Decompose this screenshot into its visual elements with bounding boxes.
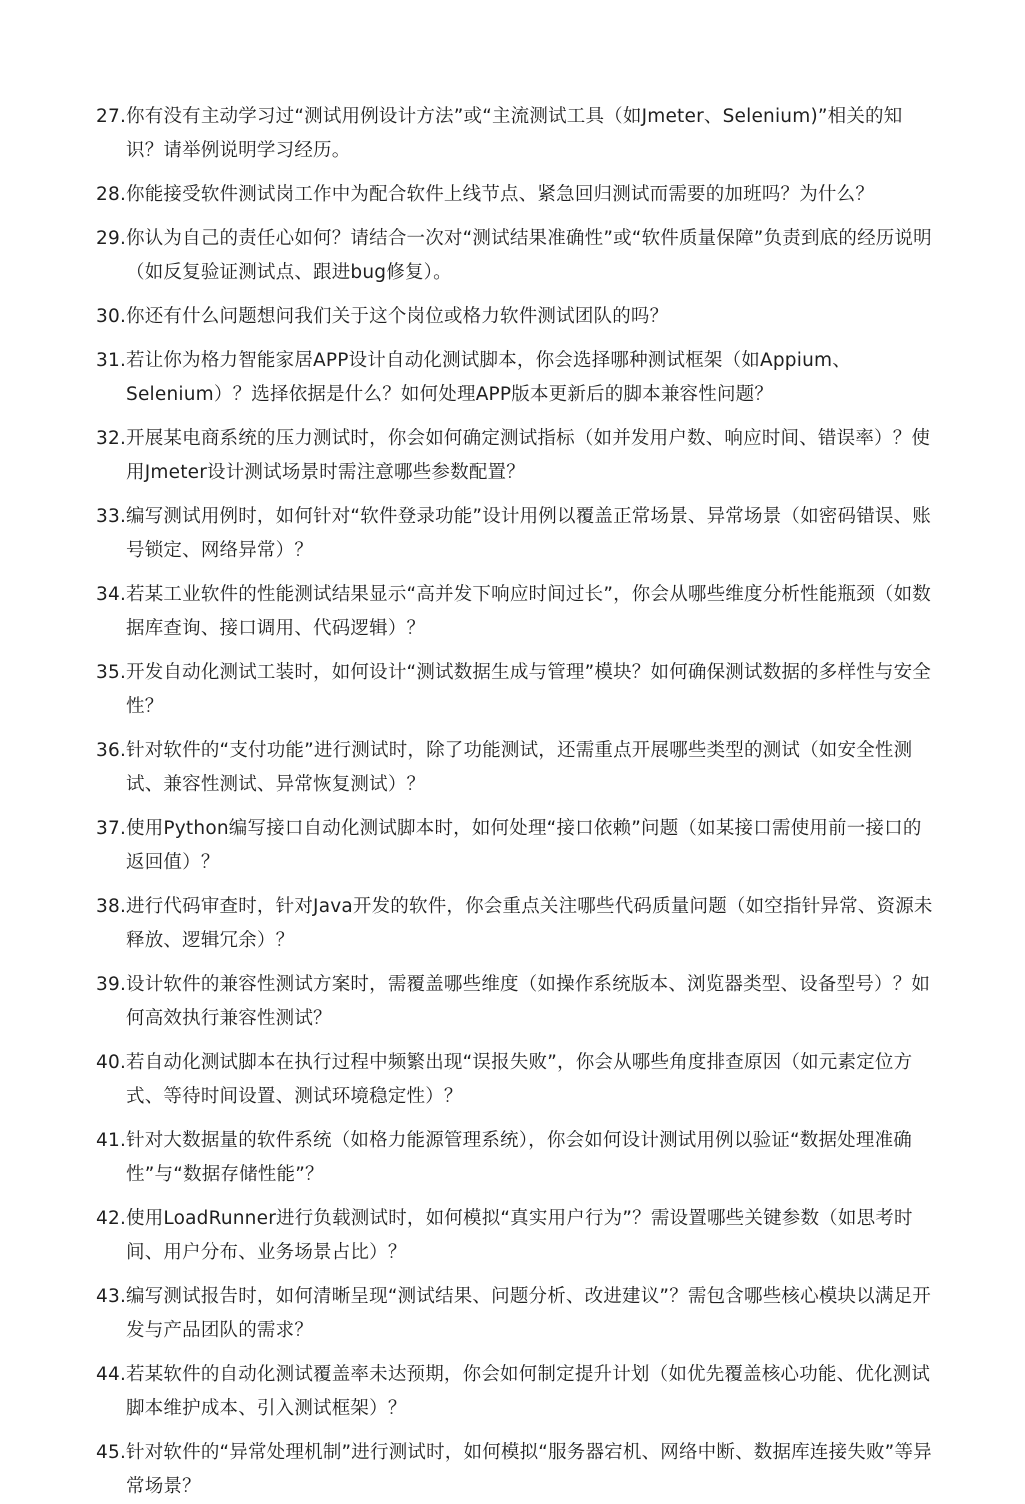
question-text: 针对软件的“支付功能”进行测试时，除了功能测试，还需重点开展哪些类型的测试（如安全性测试、兼容性测试、异常恢复测试）？ — [126, 740, 913, 795]
question-number: 41. — [96, 1130, 127, 1151]
question-item — [96, 1280, 935, 1348]
question-text: 若自动化测试脚本在执行过程中频繁出现“误报失败”，你会从哪些角度排查原因（如元素定位方式、等待时间设置、测试环境稳定性）？ — [126, 1052, 913, 1107]
question-item — [96, 500, 935, 568]
question-text: 你能接受软件测试岗工作中为配合软件上线节点、紧急回归测试而需要的加班吗？为什么？ — [126, 184, 875, 205]
question-item — [96, 1046, 935, 1114]
question-item — [96, 578, 935, 646]
question-text: 若让你为格力智能家居APP设计自动化测试脚本，你会选择哪种测试框架（如Appium、Selenium）？选择依据是什么？如何处理APP版本更新后的脚本兼容性问题？ — [126, 350, 851, 405]
question-item — [96, 812, 935, 880]
question-text: 你还有什么问题想问我们关于这个岗位或格力软件测试团队的吗？ — [126, 306, 669, 327]
question-text: 开发自动化测试工装时，如何设计“测试数据生成与管理”模块？如何确保测试数据的多样性与安全性？ — [126, 662, 932, 717]
question-item — [96, 222, 935, 290]
question-number: 36. — [96, 740, 127, 761]
question-text: 若某工业软件的性能测试结果显示“高并发下响应时间过长”，你会从哪些维度分析性能瓶颈（如数据库查询、接口调用、代码逻辑）？ — [126, 584, 932, 639]
question-item — [96, 968, 935, 1036]
question-text: 进行代码审查时，针对Java开发的软件，你会重点关注哪些代码质量问题（如空指针异常、资源未释放、逻辑冗余）？ — [126, 896, 933, 951]
question-number: 31. — [96, 350, 127, 371]
question-item — [96, 300, 935, 334]
question-number: 34. — [96, 584, 127, 605]
question-text: 若某软件的自动化测试覆盖率未达预期，你会如何制定提升计划（如优先覆盖核心功能、优化测试脚本维护成本、引入测试框架）？ — [126, 1364, 931, 1419]
question-number: 38. — [96, 896, 127, 917]
question-number: 45. — [96, 1442, 127, 1463]
question-text: 你认为自己的责任心如何？请结合一次对“测试结果准确性”或“软件质量保障”负责到底的经历说明（如反复验证测试点、跟进bug修复）。 — [126, 228, 932, 283]
question-text: 使用LoadRunner进行负载测试时，如何模拟“真实用户行为”？需设置哪些关键参数（如思考时间、用户分布、业务场景占比）？ — [126, 1208, 913, 1263]
question-text: 开展某电商系统的压力测试时，你会如何确定测试指标（如并发用户数、响应时间、错误率）？使用Jmeter设计测试场景时需注意哪些参数配置？ — [126, 428, 931, 483]
question-number: 28. — [96, 184, 127, 205]
question-text: 使用Python编写接口自动化测试脚本时，如何处理“接口依赖”问题（如某接口需使用前一接口的返回值）？ — [126, 818, 922, 873]
question-number: 29. — [96, 228, 127, 249]
question-item — [96, 1202, 935, 1270]
question-text: 设计软件的兼容性测试方案时，需覆盖哪些维度（如操作系统版本、浏览器类型、设备型号）？如何高效执行兼容性测试？ — [126, 974, 931, 1029]
question-number: 35. — [96, 662, 127, 683]
question-item — [96, 890, 935, 958]
question-item — [96, 344, 935, 412]
question-number: 30. — [96, 306, 127, 327]
question-item — [96, 734, 935, 802]
question-number: 37. — [96, 818, 127, 839]
question-number: 43. — [96, 1286, 127, 1307]
question-item — [96, 1436, 935, 1504]
question-number: 27. — [96, 106, 127, 127]
question-item — [96, 178, 935, 212]
question-item — [96, 1358, 935, 1426]
question-item — [96, 1124, 935, 1192]
question-text: 针对软件的“异常处理机制”进行测试时，如何模拟“服务器宕机、网络中断、数据库连接失败”等异常场景？ — [126, 1442, 932, 1497]
question-text: 编写测试报告时，如何清晰呈现“测试结果、问题分析、改进建议”？需包含哪些核心模块以满足开发与产品团队的需求？ — [126, 1286, 932, 1341]
question-number: 42. — [96, 1208, 127, 1229]
question-number: 44. — [96, 1364, 127, 1385]
question-number: 39. — [96, 974, 127, 995]
question-number: 33. — [96, 506, 127, 527]
question-item — [96, 656, 935, 724]
question-item — [96, 422, 935, 490]
question-number: 40. — [96, 1052, 127, 1073]
question-text: 你有没有主动学习过“测试用例设计方法”或“主流测试工具（如Jmeter、Selenium)”相关的知识？请举例说明学习经历。 — [126, 106, 903, 161]
question-list — [96, 100, 935, 1504]
question-text: 编写测试用例时，如何针对“软件登录功能”设计用例以覆盖正常场景、异常场景（如密码错误、账号锁定、网络异常）？ — [126, 506, 932, 561]
question-item — [96, 100, 935, 168]
question-text: 针对大数据量的软件系统（如格力能源管理系统），你会如何设计测试用例以验证“数据处理准确性”与“数据存储性能”？ — [126, 1130, 912, 1185]
question-number: 32. — [96, 428, 127, 449]
